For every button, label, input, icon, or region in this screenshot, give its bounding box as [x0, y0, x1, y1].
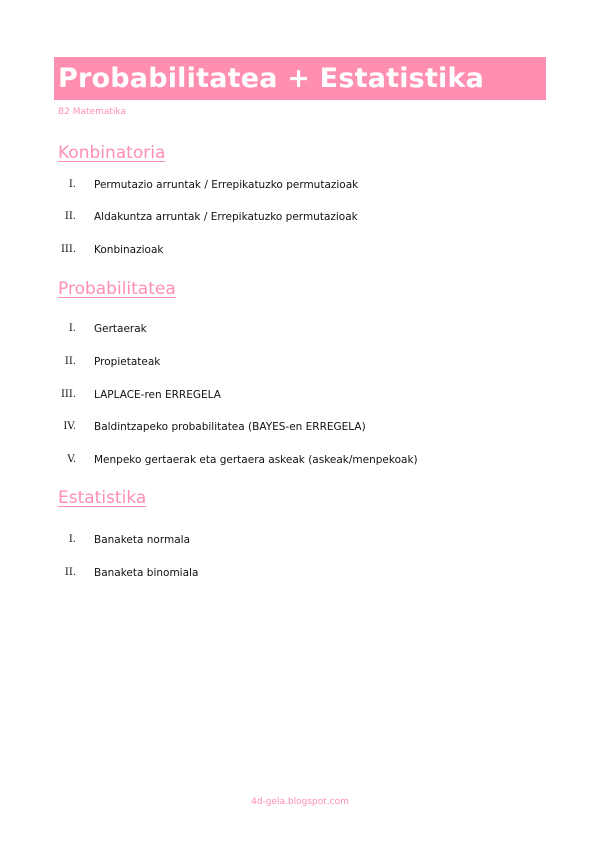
list-numeral: II. [64, 567, 76, 578]
list-numeral: I. [68, 534, 76, 545]
section-heading-probabilitatea: Probabilitatea [58, 279, 176, 299]
list-item-text: Konbinazioak [94, 244, 164, 256]
section-heading-estatistika: Estatistika [58, 488, 147, 508]
list-item [0, 452, 600, 468]
list-item-text: LAPLACE-ren ERREGELA [94, 389, 221, 401]
list-item [0, 532, 600, 548]
list-numeral: IV. [63, 421, 76, 432]
title-banner [54, 57, 546, 100]
list-item-text: Baldintzapeko probabilitatea (BAYES-en ERREGELA) [94, 421, 366, 433]
list-numeral: I. [68, 323, 76, 334]
list-item [0, 177, 600, 193]
list-numeral: V. [67, 454, 76, 465]
list-item-text: Permutazio arruntak / Errepikatuzko permutazioak [94, 179, 359, 191]
list-numeral: I. [68, 179, 76, 190]
list-numeral: II. [64, 356, 76, 367]
list-item-text: Propietateak [94, 356, 161, 368]
list-numeral: III. [60, 389, 76, 400]
footer-link[interactable]: 4d-gela.blogspot.com [251, 797, 349, 807]
list-item-text: Gertaerak [94, 323, 147, 335]
list-item-text: Aldakuntza arruntak / Errepikatuzko permutazioak [94, 211, 358, 223]
list-item [0, 209, 600, 225]
list-item [0, 387, 600, 403]
list-item-text: Banaketa normala [94, 534, 191, 546]
list-numeral: II. [64, 211, 76, 222]
list-numeral: III. [60, 244, 76, 255]
list-item [0, 321, 600, 337]
list-item [0, 565, 600, 581]
list-item-text: Menpeko gertaerak eta gertaera askeak (askeak/menpekoak) [94, 454, 418, 466]
section-heading-konbinatoria: Konbinatoria [58, 143, 166, 163]
list-item [0, 419, 600, 435]
list-item [0, 354, 600, 370]
page-title: Probabilitatea + Estatistika [58, 63, 485, 94]
page-subtitle: B2 Matematika [58, 107, 126, 117]
list-item [0, 242, 600, 258]
list-item-text: Banaketa binomiala [94, 567, 199, 579]
